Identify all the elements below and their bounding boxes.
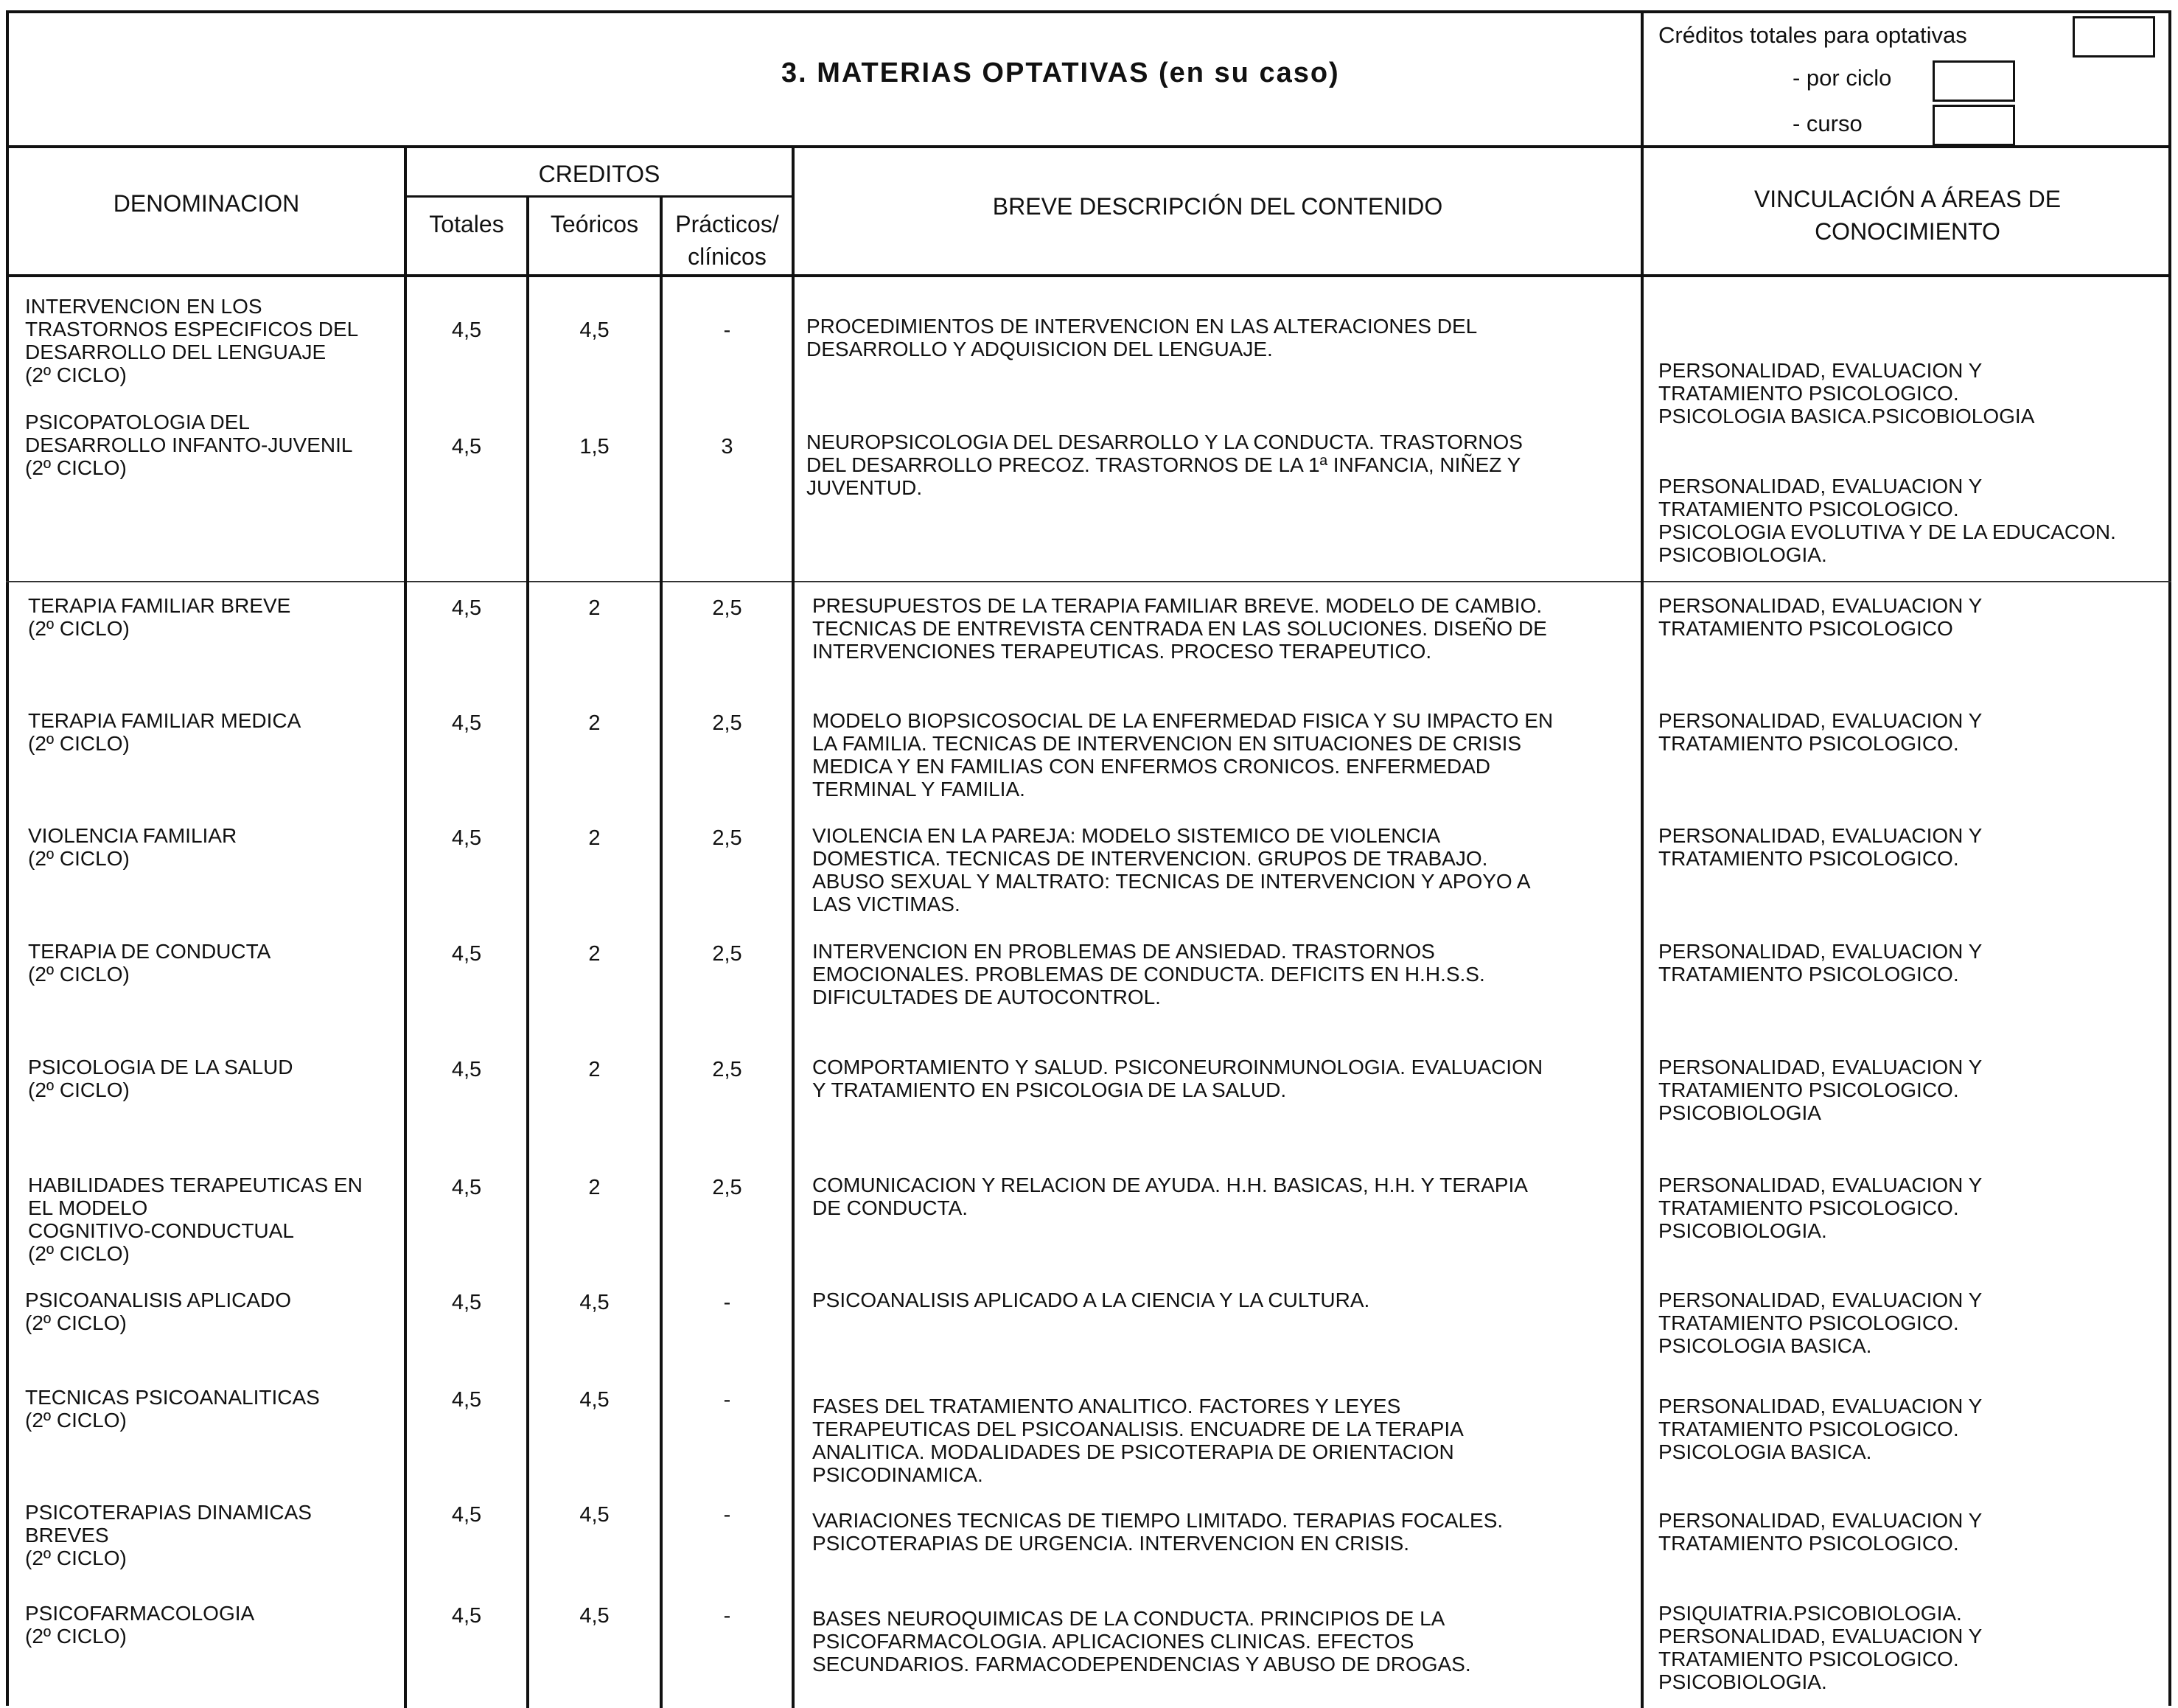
row-2-areas: PERSONALIDAD, EVALUACION Y TRATAMIENTO PSICOLOGICO: [1658, 594, 1983, 640]
row-0-practicos: -: [723, 318, 731, 342]
row-3-name: TERAPIA FAMILIAR MEDICA (2º CICLO): [28, 709, 301, 755]
row-5-desc: INTERVENCION EN PROBLEMAS DE ANSIEDAD. TRASTORNOS EMOCIONALES. PROBLEMAS DE CONDUCTA. DEFICITS EN H.H.S.S. DIFICULTADES DE AUTOCONTROL.: [812, 940, 1485, 1008]
row-1-desc: NEUROPSICOLOGIA DEL DESARROLLO Y LA CONDUCTA. TRASTORNOS DEL DESARROLLO PRECOZ. TRASTORNOS DE LA 1ª INFANCIA, NIÑEZ Y JUVENTUD.: [806, 431, 1523, 499]
por-ciclo-label: - por ciclo: [1793, 65, 1892, 91]
row-8-name: PSICOANALISIS APLICADO (2º CICLO): [25, 1289, 292, 1334]
col-practicos: Prácticos/ clínicos: [675, 211, 779, 270]
row-11-desc: BASES NEUROQUIMICAS DE LA CONDUCTA. PRINCIPIOS DE LA PSICOFARMACOLOGIA. APLICACIONES CLINICAS. EFECTOS SECUNDARIOS. FARMACODEPENDENCIAS Y ABUSO DE DROGAS.: [812, 1607, 1471, 1676]
page-title: 3. MATERIAS OPTATIVAS (en su caso): [781, 57, 1340, 88]
row-2-teoricos: 2: [588, 596, 601, 620]
col-teoricos: Teóricos: [550, 211, 639, 237]
row-2-totales: 4,5: [451, 596, 482, 620]
row-7-practicos: 2,5: [712, 1176, 742, 1199]
row-8-practicos: -: [723, 1291, 731, 1314]
row-1-practicos: 3: [721, 435, 733, 459]
row-4-totales: 4,5: [451, 826, 482, 850]
row-5-areas: PERSONALIDAD, EVALUACION Y TRATAMIENTO PSICOLOGICO.: [1658, 940, 1983, 986]
row-6-areas: PERSONALIDAD, EVALUACION Y TRATAMIENTO PSICOLOGICO. PSICOBIOLOGIA: [1658, 1056, 1983, 1124]
row-7-name: HABILIDADES TERAPEUTICAS EN EL MODELO COGNITIVO-CONDUCTUAL (2º CICLO): [28, 1174, 363, 1265]
row-1-areas: PERSONALIDAD, EVALUACION Y TRATAMIENTO PSICOLOGICO. PSICOLOGIA EVOLUTIVA Y DE LA EDUCACON. PSICOBIOLOGIA.: [1658, 475, 2116, 566]
row-7-teoricos: 2: [588, 1176, 601, 1199]
row-11-practicos: -: [723, 1604, 731, 1628]
row-9-teoricos: 4,5: [579, 1388, 610, 1412]
row-3-practicos: 2,5: [712, 711, 742, 735]
row-2-name: TERAPIA FAMILIAR BREVE (2º CICLO): [28, 594, 291, 640]
row-0-name: INTERVENCION EN LOS TRASTORNOS ESPECIFICOS DEL DESARROLLO DEL LENGUAJE (2º CICLO): [25, 295, 359, 386]
row-11-totales: 4,5: [451, 1604, 482, 1628]
curso-box: [1933, 105, 2015, 146]
row-10-name: PSICOTERAPIAS DINAMICAS BREVES (2º CICLO): [25, 1501, 312, 1569]
row-9-practicos: -: [723, 1388, 731, 1412]
row-9-areas: PERSONALIDAD, EVALUACION Y TRATAMIENTO PSICOLOGICO. PSICOLOGIA BASICA.: [1658, 1395, 1983, 1463]
row-0-desc: PROCEDIMIENTOS DE INTERVENCION EN LAS ALTERACIONES DEL DESARROLLO Y ADQUISICION DEL LENGUAJE.: [806, 315, 1478, 360]
row-11-areas: PSIQUIATRIA.PSICOBIOLOGIA. PERSONALIDAD, EVALUACION Y TRATAMIENTO PSICOLOGICO. PSICOBIOLOGIA.: [1658, 1602, 1983, 1693]
row-7-totales: 4,5: [451, 1176, 482, 1199]
row-10-totales: 4,5: [451, 1503, 482, 1527]
row-11-teoricos: 4,5: [579, 1604, 610, 1628]
row-5-practicos: 2,5: [712, 942, 742, 966]
creditos-totales-label: Créditos totales para optativas: [1658, 22, 1967, 48]
row-4-desc: VIOLENCIA EN LA PAREJA: MODELO SISTEMICO DE VIOLENCIA DOMESTICA. TECNICAS DE INTERVENCION. GRUPOS DE TRABAJO. ABUSO SEXUAL Y MALTRATO: TECNICAS DE INTERVENCION Y APOYO A LAS VICTIMAS.: [812, 824, 1531, 916]
row-7-desc: COMUNICACION Y RELACION DE AYUDA. H.H. BASICAS, H.H. Y TERAPIA DE CONDUCTA.: [812, 1174, 1528, 1219]
row-10-desc: VARIACIONES TECNICAS DE TIEMPO LIMITADO. TERAPIAS FOCALES. PSICOTERAPIAS DE URGENCIA. INTERVENCION EN CRISIS.: [812, 1509, 1504, 1555]
row-10-areas: PERSONALIDAD, EVALUACION Y TRATAMIENTO PSICOLOGICO.: [1658, 1509, 1983, 1555]
row-6-practicos: 2,5: [712, 1058, 742, 1081]
row-0-teoricos: 4,5: [579, 318, 610, 342]
row-9-name: TECNICAS PSICOANALITICAS (2º CICLO): [25, 1386, 320, 1432]
row-8-teoricos: 4,5: [579, 1291, 610, 1314]
row-4-name: VIOLENCIA FAMILIAR (2º CICLO): [28, 824, 237, 870]
row-0-areas: PERSONALIDAD, EVALUACION Y TRATAMIENTO PSICOLOGICO. PSICOLOGIA BASICA.PSICOBIOLOGIA: [1658, 359, 2035, 428]
row-6-totales: 4,5: [451, 1058, 482, 1081]
row-1-name: PSICOPATOLOGIA DEL DESARROLLO INFANTO-JUVENIL (2º CICLO): [25, 411, 353, 479]
row-6-teoricos: 2: [588, 1058, 601, 1081]
row-11-name: PSICOFARMACOLOGIA (2º CICLO): [25, 1602, 255, 1648]
row-0-totales: 4,5: [451, 318, 482, 342]
row-8-totales: 4,5: [451, 1291, 482, 1314]
row-5-teoricos: 2: [588, 942, 601, 966]
row-6-name: PSICOLOGIA DE LA SALUD (2º CICLO): [28, 1056, 293, 1101]
col-vinculacion: VINCULACIÓN A ÁREAS DE CONOCIMIENTO: [1753, 186, 2062, 245]
row-7-areas: PERSONALIDAD, EVALUACION Y TRATAMIENTO PSICOLOGICO. PSICOBIOLOGIA.: [1658, 1174, 1983, 1242]
creditos-totales-box: [2073, 16, 2155, 57]
row-divider: [6, 581, 2171, 582]
row-4-practicos: 2,5: [712, 826, 742, 850]
row-6-desc: COMPORTAMIENTO Y SALUD. PSICONEUROINMUNOLOGIA. EVALUACION Y TRATAMIENTO EN PSICOLOGIA DE LA SALUD.: [812, 1056, 1543, 1101]
row-3-teoricos: 2: [588, 711, 601, 735]
por-ciclo-box: [1933, 60, 2015, 102]
col-line-5: [1641, 10, 1644, 1708]
col-line-4: [792, 145, 795, 1708]
col-descripcion: BREVE DESCRIPCIÓN DEL CONTENIDO: [992, 193, 1443, 220]
row-3-totales: 4,5: [451, 711, 482, 735]
col-creditos: CREDITOS: [538, 161, 660, 187]
row-5-name: TERAPIA DE CONDUCTA (2º CICLO): [28, 940, 271, 986]
row-9-totales: 4,5: [451, 1388, 482, 1412]
row-5-totales: 4,5: [451, 942, 482, 966]
row-1-teoricos: 1,5: [579, 435, 610, 459]
row-2-desc: PRESUPUESTOS DE LA TERAPIA FAMILIAR BREVE. MODELO DE CAMBIO. TECNICAS DE ENTREVISTA CENTRADA EN LAS SOLUCIONES. DISEÑO DE INTERVENCIONES TERAPEUTICAS. PROCESO TERAPEUTICO.: [812, 594, 1547, 663]
row-9-desc: FASES DEL TRATAMIENTO ANALITICO. FACTORES Y LEYES TERAPEUTICAS DEL PSICOANALISIS. ENCUADRE DE LA TERAPIA ANALITICA. MODALIDADES DE PSICOTERAPIA DE ORIENTACION PSICODINAMICA.: [812, 1395, 1464, 1486]
col-denominacion: DENOMINACION: [113, 190, 300, 217]
row-4-areas: PERSONALIDAD, EVALUACION Y TRATAMIENTO PSICOLOGICO.: [1658, 824, 1983, 870]
header-divider: [6, 145, 2171, 148]
col-totales: Totales: [429, 211, 504, 237]
row-2-practicos: 2,5: [712, 596, 742, 620]
column-header-divider: [6, 274, 2171, 277]
row-3-areas: PERSONALIDAD, EVALUACION Y TRATAMIENTO PSICOLOGICO.: [1658, 709, 1983, 755]
curso-label: - curso: [1793, 111, 1863, 136]
row-10-practicos: -: [723, 1503, 731, 1527]
row-4-teoricos: 2: [588, 826, 601, 850]
row-8-desc: PSICOANALISIS APLICADO A LA CIENCIA Y LA CULTURA.: [812, 1289, 1370, 1311]
col-line-1: [404, 145, 407, 1708]
row-10-teoricos: 4,5: [579, 1503, 610, 1527]
creditos-subdivider: [404, 195, 795, 198]
row-1-totales: 4,5: [451, 435, 482, 459]
row-3-desc: MODELO BIOPSICOSOCIAL DE LA ENFERMEDAD FISICA Y SU IMPACTO EN LA FAMILIA. TECNICAS DE INTERVENCION EN SITUACIONES DE CRISIS MEDICA Y EN FAMILIAS CON ENFERMOS CRONICOS. ENFERMEDAD TERMINAL Y FAMILIA.: [812, 709, 1554, 801]
row-8-areas: PERSONALIDAD, EVALUACION Y TRATAMIENTO PSICOLOGICO. PSICOLOGIA BASICA.: [1658, 1289, 1983, 1357]
